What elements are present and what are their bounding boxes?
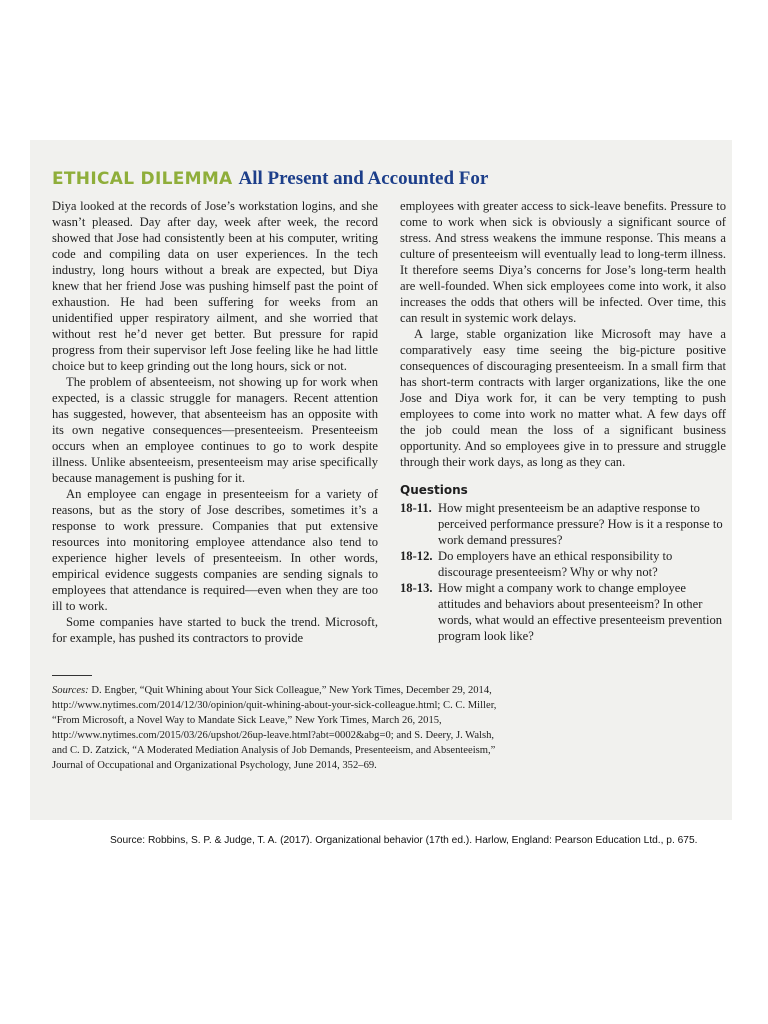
right-column — [400, 198, 726, 644]
question-number: 18-13. — [400, 581, 433, 595]
question-text: Do employers have an ethical responsibility to discourage presenteeism? Why or why not? — [438, 549, 673, 579]
source-caption: Source: Robbins, S. P. & Judge, T. A. (2017). Organizational behavior (17th ed.). Harlow, England: Pearson Education Ltd., p. 675. — [110, 835, 698, 846]
footnote-rule — [52, 675, 92, 676]
body-paragraph: An employee can engage in presenteeism for a variety of reasons, but as the story of Jose describes, sometimes it’s a response to work pressure. Companies that put extensive resources into monitoring employee attendance also tend to experience higher levels of presenteeism. In other words, empirical evidence suggests companies are sending signals to employees that attendance is required—even when they are too ill to work. — [52, 487, 378, 613]
question-text: How might a company work to change employee attitudes and behaviors about presenteeism? In other words, what would an effective presenteeism prevention program look like? — [438, 581, 723, 643]
section-kicker: ETHICAL DILEMMA — [52, 169, 233, 189]
body-paragraph: employees with greater access to sick-leave benefits. Pressure to come to work when sick is obviously a significant source of stress. And stress weakens the immune response. This means a culture of presenteeism will eventually lead to long-term illness. It therefore seems Diya’s concerns for Jose’s long-term health are well-founded. When sick employees come into work, it also increases the odds that others will be infected. Over time, this can result in systemic work delays. — [400, 199, 726, 325]
body-paragraph: The problem of absenteeism, not showing up for work when expected, is a classic struggle for managers. Recent attention has suggested, however, that absenteeism has an opposite with its own negative consequences—presenteeism. Presenteeism occurs when an employee continues to go to work despite illness. Unlike absenteeism, presenteeism may arise specifically because management is pushing for it. — [52, 375, 378, 485]
question-item — [400, 500, 726, 548]
question-text: How might presenteeism be an adaptive response to perceived performance pressure? How is it a response to work demand pressures? — [438, 501, 723, 547]
question-item — [400, 580, 726, 644]
body-paragraph: Some companies have started to buck the trend. Microsoft, for example, has pushed its contractors to provide — [52, 615, 378, 645]
left-column — [52, 198, 378, 646]
body-paragraph: Diya looked at the records of Jose’s workstation logins, and she wasn’t pleased. Day after day, week after week, the record showed that Jose had consistently been at his computer, writing code and compiling data on user experiences. In the tech industry, long hours without a break are expected, but Diya knew that her friend Jose was pushing himself past the point of exhaustion. He had been suffering for weeks from an unidentified upper respiratory ailment, and she worried that without rest he’d never get better. But pressure for rapid progress from their supervisor left Jose feeling like he had little choice but to keep grinding out the long hours, sick or not. — [52, 199, 378, 373]
questions-heading: Questions — [400, 483, 468, 497]
question-item — [400, 548, 726, 580]
question-number: 18-11. — [400, 501, 432, 515]
question-number: 18-12. — [400, 549, 433, 563]
body-paragraph: A large, stable organization like Microsoft may have a comparatively easy time seeing the big-picture positive consequences of discouraging presenteeism. In a small firm that has short-term contracts with larger organizations, like the one Jose and Diya work for, it can be very tempting to push employees to come into work no matter what. A few days off the job could mean the loss of a significant business opportunity. And so employees give in to pressure and struggle through their work days, as long as they can. — [400, 327, 726, 469]
sources-footnote — [52, 683, 508, 773]
sources-label: Sources: — [52, 685, 89, 696]
page-title — [52, 168, 488, 190]
sources-text: D. Engber, “Quit Whining about Your Sick Colleague,” New York Times, December 29, 2014, http://www.nytimes.com/2014/12/30/opinion/quit-whining-about-your-sick-colleague.html; C. C. Miller, “From Microsoft, a Novel Way to Mandate Sick Leave,” New York Times, March 26, 2015, http://www.nytimes.com/2015/03/26/upshot/26up-leave.html?abt=0002&abg=0; and S. Deery, J. Walsh, and C. D. Zatzick, “A Moderated Mediation Analysis of Job Demands, Presenteeism, and Absenteeism,” Journal of Occupational and Organizational Psychology, June 2014, 352–69. — [52, 685, 497, 771]
headline: All Present and Accounted For — [238, 168, 489, 189]
